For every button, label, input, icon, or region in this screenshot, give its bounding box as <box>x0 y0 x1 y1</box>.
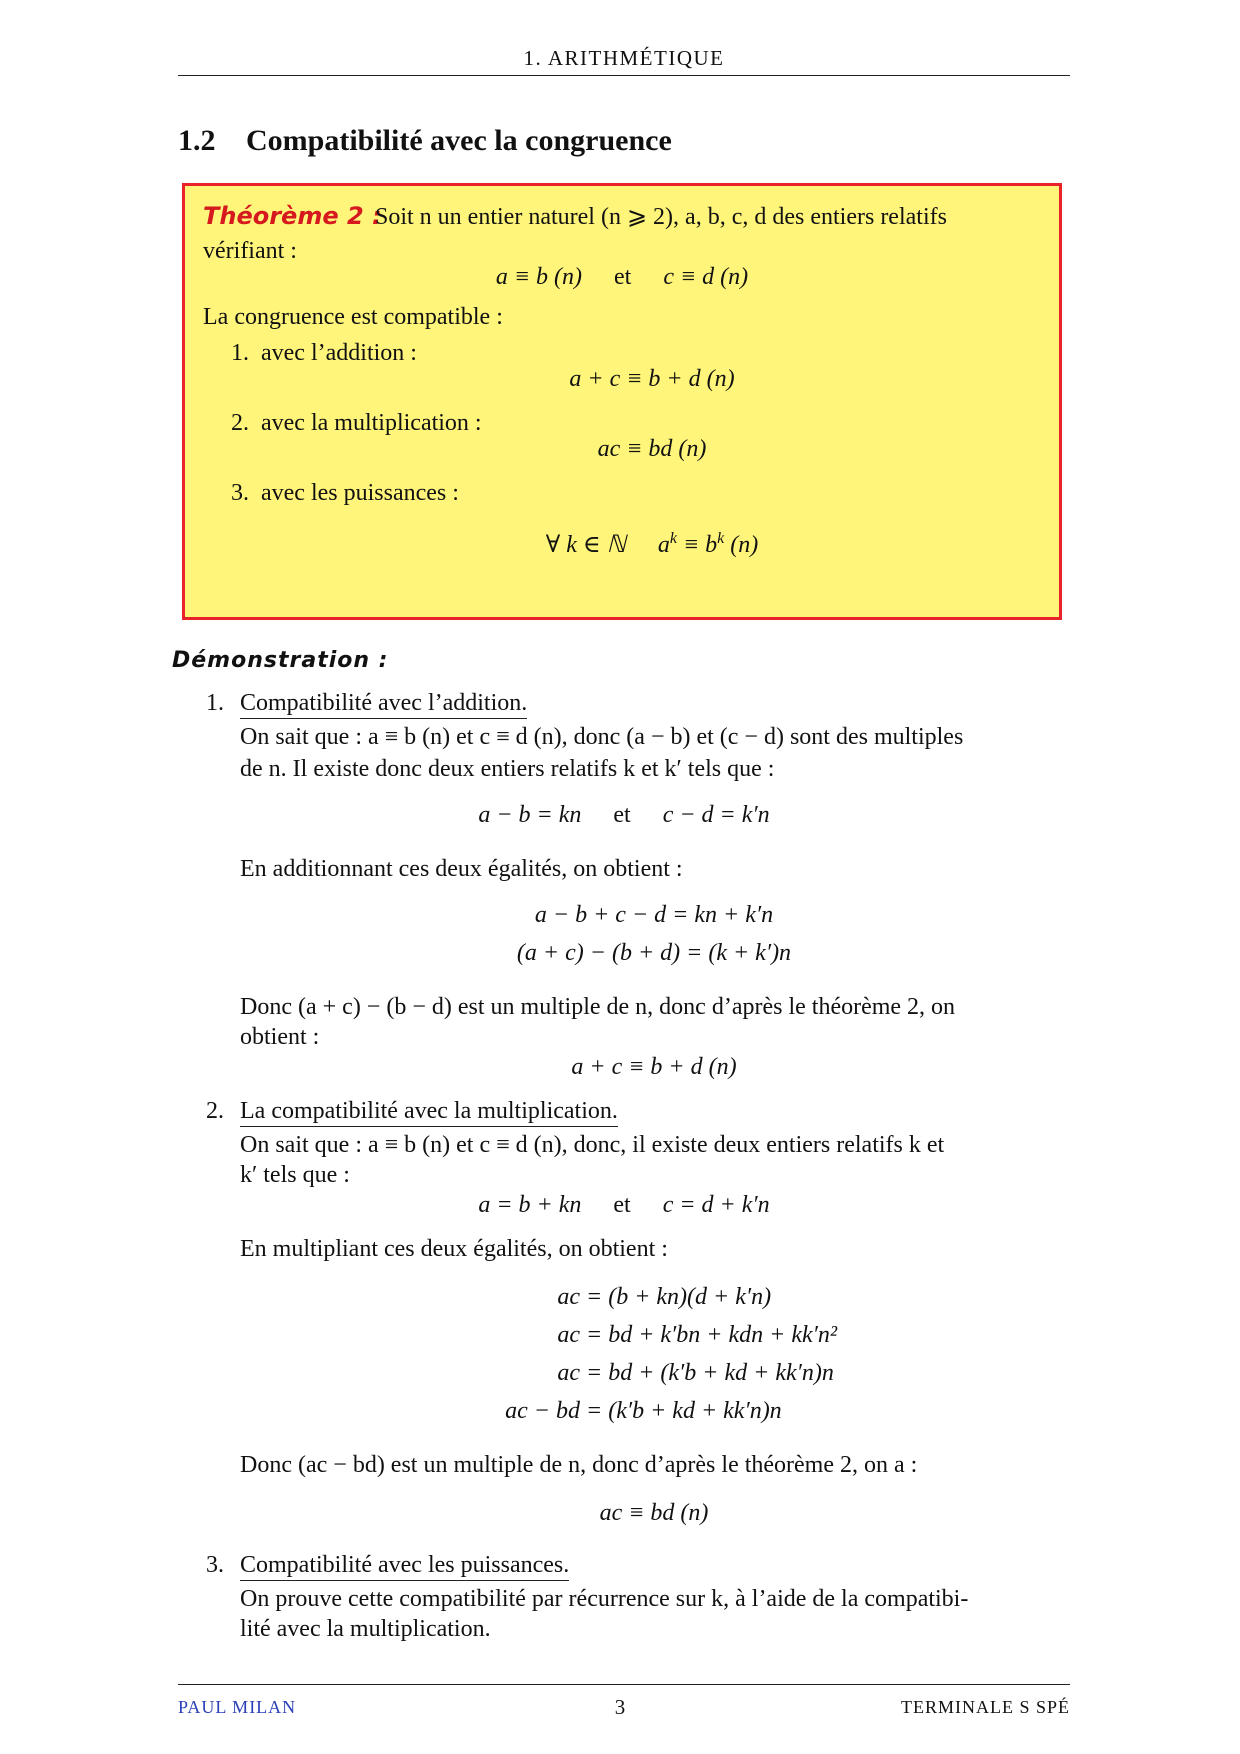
item-3 <box>231 480 459 507</box>
p1-line5: obtient : <box>240 1024 320 1050</box>
running-header: 1. ARITHMÉTIQUE <box>523 46 725 70</box>
footer-author: PAUL MILAN <box>178 1697 297 1717</box>
item-1-formula: a + c ≡ b + d (n) <box>569 366 735 392</box>
item-2 <box>231 410 482 437</box>
p2-row-3: ac = bd + (k′b + kd + kk′n)n <box>557 1360 834 1386</box>
p1-line1: On sait que : a ≡ b (n) et c ≡ d (n), donc (a − b) et (c − d) sont des multiples <box>240 724 964 750</box>
hyp-conj: et <box>614 264 632 290</box>
item-1-num: 1. <box>231 340 249 366</box>
item-3-prefix: ∀ k ∈ ℕ <box>545 532 626 558</box>
theorem-compat: La congruence est compatible : <box>203 304 503 330</box>
header-rule <box>178 75 1070 76</box>
hyp-right: c ≡ d (n) <box>663 264 749 290</box>
p1-heading: Compatibilité avec l’addition. <box>240 690 527 717</box>
p2-eq-final: ac ≡ bd (n) <box>599 1500 709 1526</box>
p1-eq4: a + c ≡ b + d (n) <box>571 1054 737 1080</box>
hyp-left: a ≡ b (n) <box>495 264 582 290</box>
footer-course: TERMINALE S SPÉ <box>900 1697 1070 1717</box>
p1-eq2: a − b + c − d = kn + k′n <box>534 902 774 928</box>
item-1-text: avec l’addition : <box>261 340 417 366</box>
p3-num: 3. <box>206 1552 224 1578</box>
footer-page-number: 3 <box>614 1695 626 1719</box>
p1-line3: En additionnant ces deux égalités, on obtient : <box>240 856 683 882</box>
section-heading: Compatibilité avec la congruence <box>246 124 672 157</box>
p2-heading: La compatibilité avec la multiplication. <box>240 1098 618 1125</box>
theorem-intro: Soit n un entier naturel (n ⩾ 2), a, b, c, d des entiers relatifs <box>375 204 947 230</box>
p1-eq3: (a + c) − (b + d) = (k + k′)n <box>516 940 792 966</box>
item-2-num: 2. <box>231 410 249 436</box>
p2-eq1: a = b + kn et c = d + k′n <box>478 1192 770 1218</box>
p1-num: 1. <box>206 690 224 716</box>
item-3-formula: ∀ k ∈ ℕ $a^k \equiv b^k$ (n) <box>545 530 759 558</box>
theorem-intro-cont: vérifiant : <box>203 238 297 264</box>
section-title <box>178 124 672 158</box>
p1-line4: Donc (a + c) − (b − d) est un multiple de n, donc d’après le théorème 2, on <box>240 994 956 1020</box>
p2-line2: k′ tels que : <box>240 1162 350 1188</box>
p3-heading: Compatibilité avec les puissances. <box>240 1552 569 1579</box>
section-number: 1.2 <box>178 124 216 157</box>
item-1 <box>231 340 417 367</box>
p2-row-2: ac = bd + k′bn + kdn + kk′n² <box>557 1322 838 1348</box>
p2-line4: Donc (ac − bd) est un multiple de n, donc d’après le théorème 2, on a : <box>240 1452 918 1478</box>
p2-line3: En multipliant ces deux égalités, on obtient : <box>240 1236 668 1262</box>
p2-row-1: ac = (b + kn)(d + k′n) <box>557 1284 772 1310</box>
theorem-box <box>182 183 1062 620</box>
footer-rule <box>178 1684 1070 1685</box>
theorem-hypothesis <box>185 264 1059 291</box>
p2-row-4: ac − bd = (k′b + kd + kk′n)n <box>505 1398 782 1424</box>
p1-line2: de n. Il existe donc deux entiers relatifs k et k′ tels que : <box>240 756 775 782</box>
p2-num: 2. <box>206 1098 224 1124</box>
p3-line2: lité avec la multiplication. <box>240 1616 491 1642</box>
p3-line1: On prouve cette compatibilité par récurrence sur k, à l’aide de la compatibi- <box>240 1586 969 1612</box>
item-2-formula: ac ≡ bd (n) <box>597 436 707 462</box>
item-3-num: 3. <box>231 480 249 506</box>
p1-eq1: a − b = kn et c − d = k′n <box>478 802 770 828</box>
p2-line1: On sait que : a ≡ b (n) et c ≡ d (n), donc, il existe deux entiers relatifs k et <box>240 1132 945 1158</box>
theorem-label: Théorème 2 : <box>203 202 382 230</box>
item-3-text: avec les puissances : <box>261 480 459 506</box>
demo-label: Démonstration : <box>172 648 389 673</box>
item-2-text: avec la multiplication : <box>261 410 482 436</box>
